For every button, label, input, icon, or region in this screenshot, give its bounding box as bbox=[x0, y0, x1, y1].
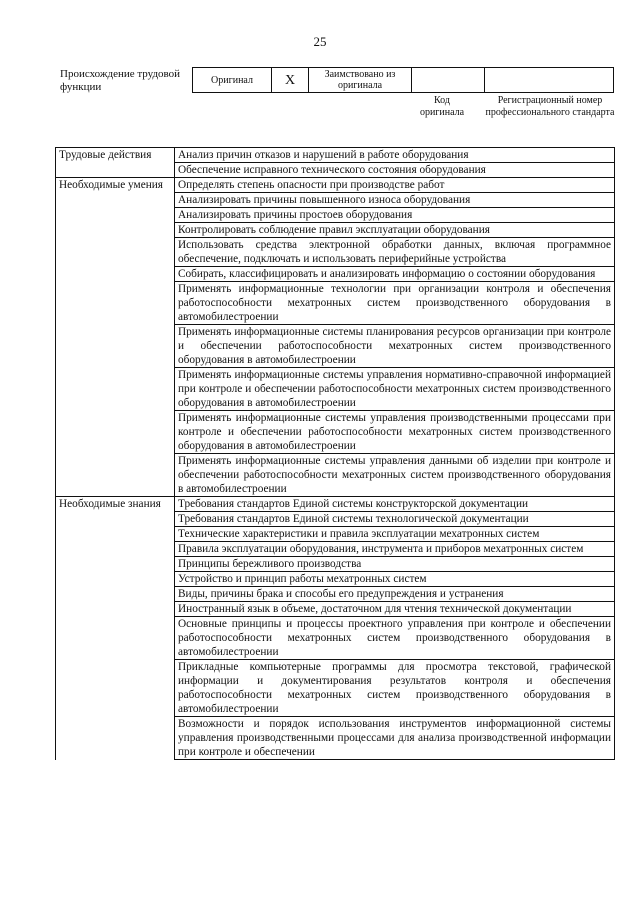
table-row bbox=[56, 148, 615, 163]
function-table bbox=[55, 147, 615, 760]
table-row bbox=[56, 208, 615, 223]
requirement-item: Требования стандартов Единой системы технологической документации bbox=[175, 512, 615, 527]
section-title-continuation bbox=[56, 617, 175, 660]
section-title-continuation bbox=[56, 602, 175, 617]
table-row bbox=[56, 512, 615, 527]
requirement-item: Виды, причины брака и способы его предупреждения и устранения bbox=[175, 587, 615, 602]
section-title-continuation bbox=[56, 238, 175, 267]
section-title-continuation bbox=[56, 542, 175, 557]
table-row bbox=[56, 617, 615, 660]
table-row bbox=[56, 223, 615, 238]
requirement-item: Технические характеристики и правила эксплуатации мехатронных систем bbox=[175, 527, 615, 542]
page-number: 25 bbox=[313, 34, 327, 49]
table-row bbox=[56, 587, 615, 602]
section-title-continuation bbox=[56, 368, 175, 411]
section-title-continuation bbox=[56, 557, 175, 572]
section-title: Необходимые знания bbox=[56, 497, 175, 512]
origin-code-cell bbox=[412, 68, 485, 93]
requirement-item: Определять степень опасности при производстве работ bbox=[175, 178, 615, 193]
function-table-body bbox=[56, 148, 615, 760]
section-title-continuation bbox=[56, 325, 175, 368]
requirement-item: Применять информационные системы управления производственными процессами при контроле и обеспечении работоспособности мехатронных систем производственного оборудования в автомобилестроении bbox=[175, 411, 615, 454]
table-row bbox=[56, 527, 615, 542]
requirement-item: Устройство и принцип работы мехатронных систем bbox=[175, 572, 615, 587]
requirement-item: Иностранный язык в объеме, достаточном для чтения технической документации bbox=[175, 602, 615, 617]
table-row bbox=[56, 542, 615, 557]
section-title-continuation bbox=[56, 267, 175, 282]
table-row bbox=[56, 411, 615, 454]
section-title-continuation bbox=[56, 512, 175, 527]
table-row bbox=[56, 660, 615, 717]
table-row bbox=[56, 163, 615, 178]
table-row bbox=[56, 572, 615, 587]
section-title-continuation bbox=[56, 193, 175, 208]
origin-table bbox=[192, 67, 614, 93]
section-title-continuation bbox=[56, 572, 175, 587]
origin-mark-cell: X bbox=[272, 68, 309, 93]
section-title-continuation bbox=[56, 717, 175, 760]
section-title: Необходимые умения bbox=[56, 178, 175, 193]
requirement-item: Применять информационные системы планирования ресурсов организации при контроле и обеспечении работоспособности мехатронных систем производственного оборудования в автомобилестроении bbox=[175, 325, 615, 368]
table-row bbox=[56, 178, 615, 193]
table-row bbox=[56, 454, 615, 497]
code-caption: Код оригинала bbox=[419, 95, 465, 118]
table-row bbox=[56, 717, 615, 760]
table-row bbox=[56, 282, 615, 325]
requirement-item: Принципы бережливого производства bbox=[175, 557, 615, 572]
requirement-item: Правила эксплуатации оборудования, инструмента и приборов мехатронных систем bbox=[175, 542, 615, 557]
section-title-continuation bbox=[56, 163, 175, 178]
section-title-continuation bbox=[56, 527, 175, 542]
table-row bbox=[56, 267, 615, 282]
requirement-item: Основные принципы и процессы проектного управления при контроле и обеспечении работоспособности мехатронных систем производственного оборудования в автомобилестроении bbox=[175, 617, 615, 660]
table-row bbox=[56, 325, 615, 368]
table-row bbox=[56, 238, 615, 267]
requirement-item: Возможности и порядок использования инструментов информационной системы управления производственными процессами для анализа производственной информации при контроле и обеспечении bbox=[175, 717, 615, 760]
requirement-item: Контролировать соблюдение правил эксплуатации оборудования bbox=[175, 223, 615, 238]
section-title-continuation bbox=[56, 208, 175, 223]
requirement-item: Собирать, классифицировать и анализировать информацию о состоянии оборудования bbox=[175, 267, 615, 282]
requirement-item: Обеспечение исправного технического состояния оборудования bbox=[175, 163, 615, 178]
requirement-item: Использовать средства электронной обработки данных, включая программное обеспечение, подключать и использовать периферийные устройства bbox=[175, 238, 615, 267]
requirement-item: Анализировать причины повышенного износа оборудования bbox=[175, 193, 615, 208]
table-row bbox=[56, 497, 615, 512]
section-title-continuation bbox=[56, 282, 175, 325]
requirement-item: Анализ причин отказов и нарушений в работе оборудования bbox=[175, 148, 615, 163]
requirement-item: Применять информационные системы управления нормативно-справочной информацией при контроле и обеспечении работоспособности мехатронных систем производственного оборудования в автомобилестроении bbox=[175, 368, 615, 411]
origin-original-cell: Оригинал bbox=[193, 68, 272, 93]
section-title-continuation bbox=[56, 587, 175, 602]
requirement-item: Прикладные компьютерные программы для просмотра текстовой, графической информации и документирования результатов контроля и обеспечения работоспособности мехатронных систем производственного оборудования в автомобилестроении bbox=[175, 660, 615, 717]
origin-reg-cell bbox=[485, 68, 614, 93]
section-title-continuation bbox=[56, 223, 175, 238]
origin-borrowed-cell: Заимствовано из оригинала bbox=[309, 68, 412, 93]
section-title: Трудовые действия bbox=[56, 148, 175, 163]
reg-number-caption: Регистрационный номер профессионального стандарта bbox=[485, 95, 615, 118]
requirement-item: Анализировать причины простоев оборудования bbox=[175, 208, 615, 223]
requirement-item: Требования стандартов Единой системы конструкторской документации bbox=[175, 497, 615, 512]
table-row bbox=[56, 368, 615, 411]
origin-label: Происхождение трудовой функции bbox=[60, 68, 181, 93]
requirement-item: Применять информационные системы управления данными об изделии при контроле и обеспечении работоспособности мехатронных систем производственного оборудования в автомобилестроении bbox=[175, 454, 615, 497]
section-title-continuation bbox=[56, 411, 175, 454]
table-row bbox=[56, 193, 615, 208]
section-title-continuation bbox=[56, 454, 175, 497]
requirement-item: Применять информационные технологии при организации контроля и обеспечения работоспособности мехатронных систем производственного оборудования в автомобилестроении bbox=[175, 282, 615, 325]
table-row bbox=[56, 557, 615, 572]
table-row bbox=[56, 602, 615, 617]
section-title-continuation bbox=[56, 660, 175, 717]
